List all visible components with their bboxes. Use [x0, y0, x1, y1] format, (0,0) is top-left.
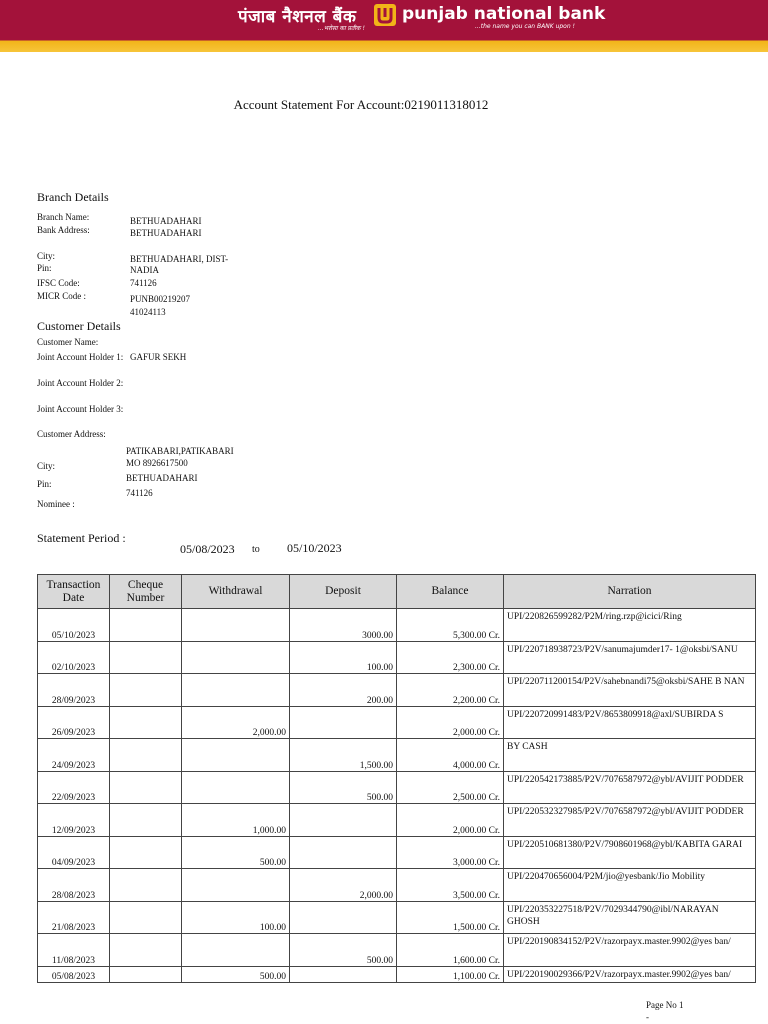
- cell-deposit: [290, 966, 397, 982]
- cell-narration: UPI/220532327985/P2V/7076587972@ybl/AVIJIT PODDER: [504, 804, 756, 837]
- cell-date: 26/09/2023: [38, 706, 110, 739]
- col-header-balance: Balance: [397, 575, 504, 609]
- col-header-deposit: Deposit: [290, 575, 397, 609]
- branch-details-heading: Branch Details: [37, 190, 109, 204]
- micr-value: 41024113: [130, 307, 166, 317]
- bank-address-value: BETHUADAHARI: [130, 228, 202, 238]
- cell-balance: 3,000.00 Cr.: [397, 836, 504, 869]
- micr-label: MICR Code :: [37, 291, 87, 301]
- cell-withdrawal: [182, 609, 290, 642]
- table-row: [38, 934, 756, 967]
- cell-narration: UPI/220542173885/P2V/7076587972@ybl/AVIJIT PODDER: [504, 771, 756, 804]
- cell-cheque: [110, 641, 182, 674]
- cell-date: 04/09/2023: [38, 836, 110, 869]
- cell-balance: 2,000.00 Cr.: [397, 804, 504, 837]
- cell-narration: BY CASH: [504, 739, 756, 772]
- ifsc-value: PUNB00219207: [130, 294, 191, 304]
- tagline-hindi: ...भरोसा का प्रतीक !: [318, 25, 365, 32]
- cell-withdrawal: 100.00: [182, 901, 290, 934]
- cell-balance: 1,500.00 Cr.: [397, 901, 504, 934]
- cell-withdrawal: [182, 674, 290, 707]
- col-header-withdrawal: Withdrawal: [182, 575, 290, 609]
- customer-city-value: BETHUADAHARI: [126, 473, 198, 483]
- table-row: [38, 901, 756, 934]
- cell-deposit: 200.00: [290, 674, 397, 707]
- cell-cheque: [110, 966, 182, 982]
- nominee-label: Nominee :: [37, 499, 75, 509]
- cell-cheque: [110, 674, 182, 707]
- table-row: [38, 771, 756, 804]
- cell-withdrawal: 500.00: [182, 966, 290, 982]
- statement-title: Account Statement For Account:0219011318012: [233, 97, 489, 112]
- tagline-english: ...the name you can BANK upon !: [475, 23, 575, 30]
- cell-date: 02/10/2023: [38, 641, 110, 674]
- cell-date: 11/08/2023: [38, 934, 110, 967]
- table-row: [38, 804, 756, 837]
- col-header-cheque-number: Cheque Number: [110, 575, 182, 609]
- statement-period-to-word: to: [252, 544, 260, 555]
- cell-date: 12/09/2023: [38, 804, 110, 837]
- branch-city-value-line1: BETHUADAHARI, DIST-: [130, 254, 229, 264]
- table-row: [38, 869, 756, 902]
- cell-withdrawal: 500.00: [182, 836, 290, 869]
- cell-cheque: [110, 609, 182, 642]
- cell-withdrawal: 2,000.00: [182, 706, 290, 739]
- cell-balance: 1,100.00 Cr.: [397, 966, 504, 982]
- pnb-logo-icon: [373, 3, 397, 27]
- cell-date: 05/10/2023: [38, 609, 110, 642]
- table-header-row: [38, 575, 756, 609]
- branch-pin-value: 741126: [130, 278, 157, 288]
- branch-city-value-line2: NADIA: [130, 265, 159, 275]
- statement-period-to: 05/10/2023: [287, 541, 342, 555]
- bank-address-label: Bank Address:: [37, 225, 90, 235]
- customer-name-label: Customer Name:: [37, 337, 99, 347]
- cell-deposit: 1,500.00: [290, 739, 397, 772]
- cell-cheque: [110, 771, 182, 804]
- cell-deposit: 500.00: [290, 934, 397, 967]
- cell-narration: UPI/220353227518/P2V/7029344790@ibl/NARAYAN GHOSH: [504, 901, 756, 934]
- cell-deposit: 2,000.00: [290, 869, 397, 902]
- transactions-body: [38, 609, 756, 983]
- cell-withdrawal: [182, 739, 290, 772]
- cell-narration: UPI/220510681380/P2V/7908601968@ybl/KABITA GARAI: [504, 836, 756, 869]
- cell-date: 21/08/2023: [38, 901, 110, 934]
- cell-balance: 2,000.00 Cr.: [397, 706, 504, 739]
- cell-cheque: [110, 934, 182, 967]
- cell-withdrawal: [182, 771, 290, 804]
- cell-balance: 2,500.00 Cr.: [397, 771, 504, 804]
- cell-date: 22/09/2023: [38, 771, 110, 804]
- cell-withdrawal: [182, 934, 290, 967]
- joint-holder-3-label: Joint Account Holder 3:: [37, 404, 124, 414]
- cell-narration: UPI/220826599282/P2M/ring.rzp@icici/Ring: [504, 609, 756, 642]
- branch-pin-label: Pin:: [37, 263, 52, 273]
- cell-balance: 1,600.00 Cr.: [397, 934, 504, 967]
- cell-deposit: 100.00: [290, 641, 397, 674]
- brand-name-english: punjab national bank: [402, 4, 606, 24]
- cell-narration: UPI/220470656004/P2M/jio@yesbank/Jio Mobility: [504, 869, 756, 902]
- branch-city-label: City:: [37, 251, 56, 261]
- table-row: [38, 836, 756, 869]
- cell-balance: 5,300.00 Cr.: [397, 609, 504, 642]
- cell-narration: UPI/220718938723/P2V/sanumajumder17- 1@oksbi/SANU: [504, 641, 756, 674]
- cell-withdrawal: [182, 641, 290, 674]
- branch-name-label: Branch Name:: [37, 212, 90, 222]
- cell-withdrawal: [182, 869, 290, 902]
- cell-narration: UPI/220720991483/P2V/8653809918@axl/SUBIRDA S: [504, 706, 756, 739]
- customer-pin-value: 741126: [126, 488, 153, 498]
- joint-holder-2-label: Joint Account Holder 2:: [37, 378, 124, 388]
- customer-address-label: Customer Address:: [37, 429, 106, 439]
- cell-deposit: [290, 901, 397, 934]
- cell-deposit: 500.00: [290, 771, 397, 804]
- col-header-transaction-date: Transaction Date: [38, 575, 110, 609]
- cell-cheque: [110, 901, 182, 934]
- joint-holder-1-label: Joint Account Holder 1:: [37, 352, 124, 362]
- cell-date: 24/09/2023: [38, 739, 110, 772]
- page-number: Page No 1: [646, 1000, 684, 1010]
- table-row: [38, 706, 756, 739]
- cell-date: 05/08/2023: [38, 966, 110, 982]
- cell-balance: 2,300.00 Cr.: [397, 641, 504, 674]
- bank-header-banner: [0, 0, 768, 52]
- cell-balance: 2,200.00 Cr.: [397, 674, 504, 707]
- customer-address-line1: PATIKABARI,PATIKABARI: [126, 446, 234, 456]
- transactions-table: [37, 574, 756, 983]
- cell-narration: UPI/220711200154/P2V/sahebnandi75@oksbi/SAHE B NAN: [504, 674, 756, 707]
- customer-city-label: City:: [37, 461, 56, 471]
- branch-name-value: BETHUADAHARI: [130, 216, 202, 226]
- cell-narration: UPI/220190029366/P2V/razorpayx.master.9902@yes ban/: [504, 966, 756, 982]
- cell-deposit: [290, 836, 397, 869]
- statement-period-label: Statement Period :: [37, 531, 126, 545]
- cell-deposit: [290, 706, 397, 739]
- cell-withdrawal: 1,000.00: [182, 804, 290, 837]
- table-row: [38, 966, 756, 982]
- cell-cheque: [110, 869, 182, 902]
- cell-date: 28/08/2023: [38, 869, 110, 902]
- brand-name-hindi: पंजाब नैशनल बैंक: [238, 7, 357, 27]
- joint-holder-1-value: GAFUR SEKH: [130, 352, 187, 362]
- cell-balance: 4,000.00 Cr.: [397, 739, 504, 772]
- statement-period-from: 05/08/2023: [180, 542, 235, 556]
- cell-cheque: [110, 706, 182, 739]
- cell-deposit: [290, 804, 397, 837]
- cell-cheque: [110, 804, 182, 837]
- page-footer-dash: -: [646, 1012, 649, 1022]
- cell-cheque: [110, 739, 182, 772]
- table-row: [38, 739, 756, 772]
- cell-cheque: [110, 836, 182, 869]
- cell-narration: UPI/220190834152/P2V/razorpayx.master.9902@yes ban/: [504, 934, 756, 967]
- table-row: [38, 641, 756, 674]
- cell-date: 28/09/2023: [38, 674, 110, 707]
- customer-details-heading: Customer Details: [37, 319, 121, 333]
- ifsc-label: IFSC Code:: [37, 278, 80, 288]
- table-row: [38, 674, 756, 707]
- cell-deposit: 3000.00: [290, 609, 397, 642]
- table-row: [38, 609, 756, 642]
- customer-pin-label: Pin:: [37, 479, 52, 489]
- cell-balance: 3,500.00 Cr.: [397, 869, 504, 902]
- customer-address-line2: MO 8926617500: [126, 458, 188, 468]
- col-header-narration: Narration: [504, 575, 756, 609]
